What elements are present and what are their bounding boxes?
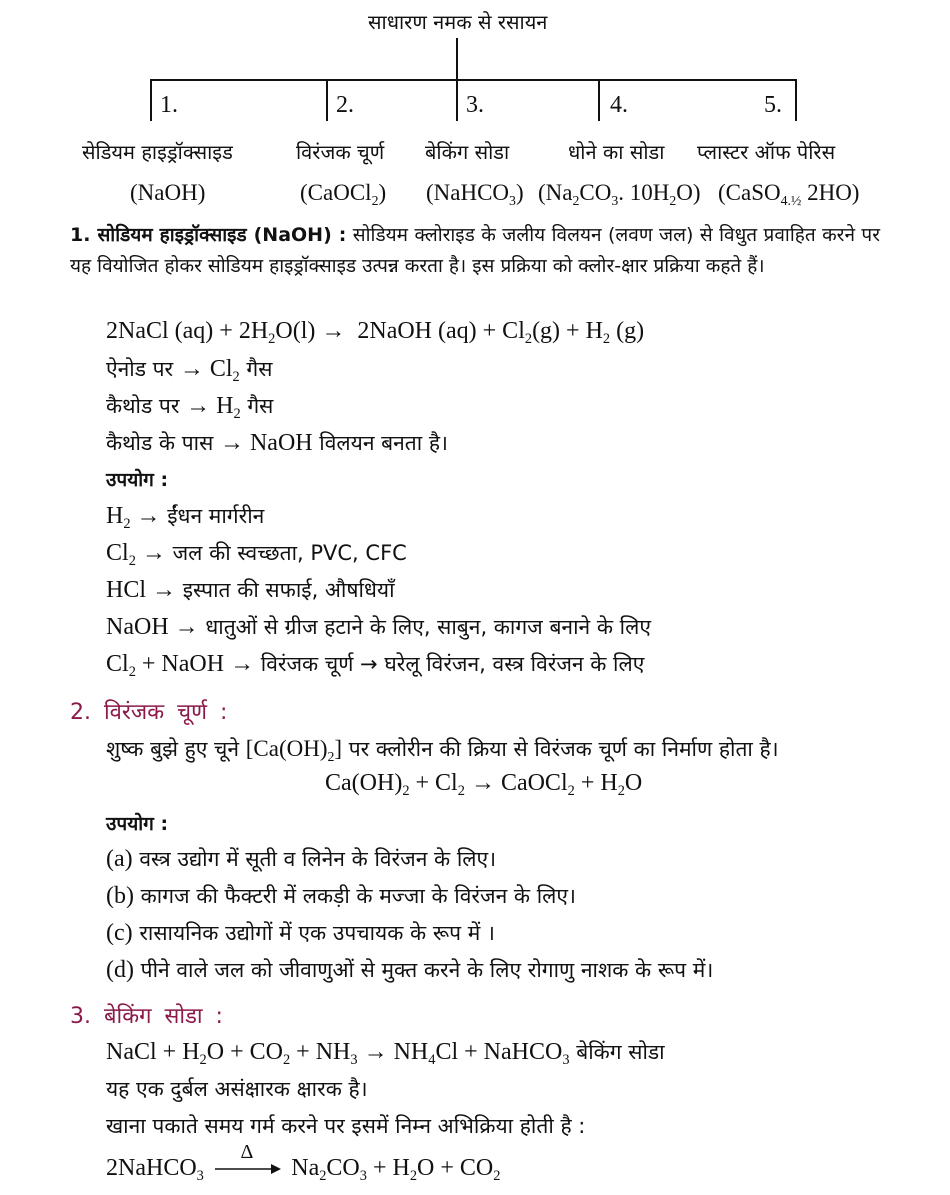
section1-equation: 2NaCl $(aq) + 2H_2O(l)$ → 2NaOH $(aq) + Cl_2(g) + H_2$ (g) bbox=[106, 318, 645, 348]
branch-name-2: विरंजक चूर्ण bbox=[296, 140, 385, 164]
branch-name-4: धोने का सोडा bbox=[568, 140, 665, 164]
branch-line-2 bbox=[326, 79, 328, 121]
branch-formula-1: (NaOH) bbox=[130, 180, 206, 205]
heat-arrow bbox=[215, 1141, 281, 1179]
section2-text: शुष्क बुझे हुए चूने $[Ca(OH)_2]$ पर क्लोरीन की क्रिया से विरंजक चूर्ण का निर्माण होता है। bbox=[106, 736, 779, 764]
section3-heading: 3. बेकिंग सोडा : bbox=[70, 1004, 223, 1029]
section1-text: सोडियम क्लोराइड के जलीय विलयन (लवण जल) से विधुत प्रवाहित करने पर यह वियोजित होकर सोडियम हाइड्रॉक्साइड उत्पन्न करता है। इस प्रक्रिया को क्लोर-क्षार प्रक्रिया कहते हैं। bbox=[70, 224, 880, 277]
branch-num-4: 4. bbox=[610, 92, 628, 118]
branch-line-5 bbox=[795, 79, 797, 121]
section3-final-equation: 2NaHCO$_3$ Δ $Na_2CO_3 + H_2O + CO_2$ bbox=[106, 1141, 501, 1185]
branch-formula-4: ($Na_2CO_3$. $10H_2O$) bbox=[538, 180, 701, 208]
branch-num-5: 5. bbox=[764, 92, 782, 118]
section3-line2: खाना पकाते समय गर्म करने पर इसमें निम्न अभिक्रिया होती है : bbox=[106, 1114, 586, 1138]
diagram-title: साधारण नमक से रसायन bbox=[368, 10, 548, 34]
section3-line1: यह एक दुर्बल असंक्षारक क्षारक है। bbox=[106, 1077, 368, 1101]
section3-equation: NaCl + $H_2O + CO_2 + NH_3 \to NH_4Cl$ + NaHCO$_3$ बेकिंग सोडा bbox=[106, 1039, 665, 1069]
section2-equation: $Ca(OH)_2 + Cl_2$ → CaOCl$_2$ + $H_2O$ bbox=[325, 770, 643, 800]
branch-formula-3: (NaHCO$_3$) bbox=[426, 180, 524, 208]
delta-symbol: Δ bbox=[240, 1141, 254, 1163]
branch-line-3 bbox=[456, 79, 458, 121]
branch-num-2: 2. bbox=[336, 92, 354, 118]
use-item: $H_2$ → ईंधन मार्गरीन bbox=[106, 503, 265, 533]
branch-formula-5: (CaSO$_{4.\frac{1}{2}}$ 2HO) bbox=[718, 180, 860, 208]
section2-uses-label: उपयोग : bbox=[106, 813, 169, 835]
cathode-line: कैथोड पर → $H_2$ गैस bbox=[106, 393, 274, 423]
branch-name-5: प्लास्टर ऑफ पेरिस bbox=[697, 140, 836, 164]
anode-line: ऐनोड पर → $Cl_2$ गैस bbox=[106, 356, 273, 386]
bleach-use-item: (b) कागज की फैक्टरी में लकड़ी के मज्जा के विरंजन के लिए। bbox=[106, 883, 576, 909]
section1-heading: 1. सोडियम हाइड्रॉक्साइड (NaOH) : bbox=[70, 224, 347, 246]
arrow-icon bbox=[215, 1159, 281, 1179]
branch-formula-2: (CaOCl$_2$) bbox=[300, 180, 387, 208]
bleach-use-item: (a) वस्त्र उद्योग में सूती व लिनेन के विरंजन के लिए। bbox=[106, 846, 497, 872]
section1-paragraph bbox=[70, 220, 880, 282]
branch-num-1: 1. bbox=[160, 92, 178, 118]
section2-heading: 2. विरंजक चूर्ण : bbox=[70, 700, 228, 725]
use-item: NaOH → धातुओं से ग्रीज हटाने के लिए, साबुन, कागज बनाने के लिए bbox=[106, 614, 651, 640]
use-item: HCl → इस्पात की सफाई, औषधियाँ bbox=[106, 577, 395, 603]
diagram-bar bbox=[150, 79, 797, 81]
section1-uses-label: उपयोग : bbox=[106, 469, 169, 491]
use-item: $Cl_2$ + NaOH → विरंजक चूर्ण → घरेलू विरंजन, वस्त्र विरंजन के लिए bbox=[106, 651, 645, 681]
branch-line-4 bbox=[598, 79, 600, 121]
branch-name-1: सेडियम हाइड्रॉक्साइड bbox=[82, 140, 233, 164]
branch-name-3: बेकिंग सोडा bbox=[425, 140, 510, 164]
cathode-near-line: कैथोड के पास → NaOH विलयन बनता है। bbox=[106, 430, 448, 456]
bleach-use-item: (d) पीने वाले जल को जीवाणुओं से मुक्त करने के लिए रोगाणु नाशक के रूप में। bbox=[106, 957, 714, 983]
bleach-use-item: (c) रासायनिक उद्योगों में एक उपचायक के रूप में । bbox=[106, 920, 495, 946]
branch-num-3: 3. bbox=[466, 92, 484, 118]
branch-line-1 bbox=[150, 79, 152, 121]
diagram-stem bbox=[456, 38, 458, 80]
use-item: $Cl_2$ → जल की स्वच्छता, PVC, CFC bbox=[106, 540, 407, 570]
